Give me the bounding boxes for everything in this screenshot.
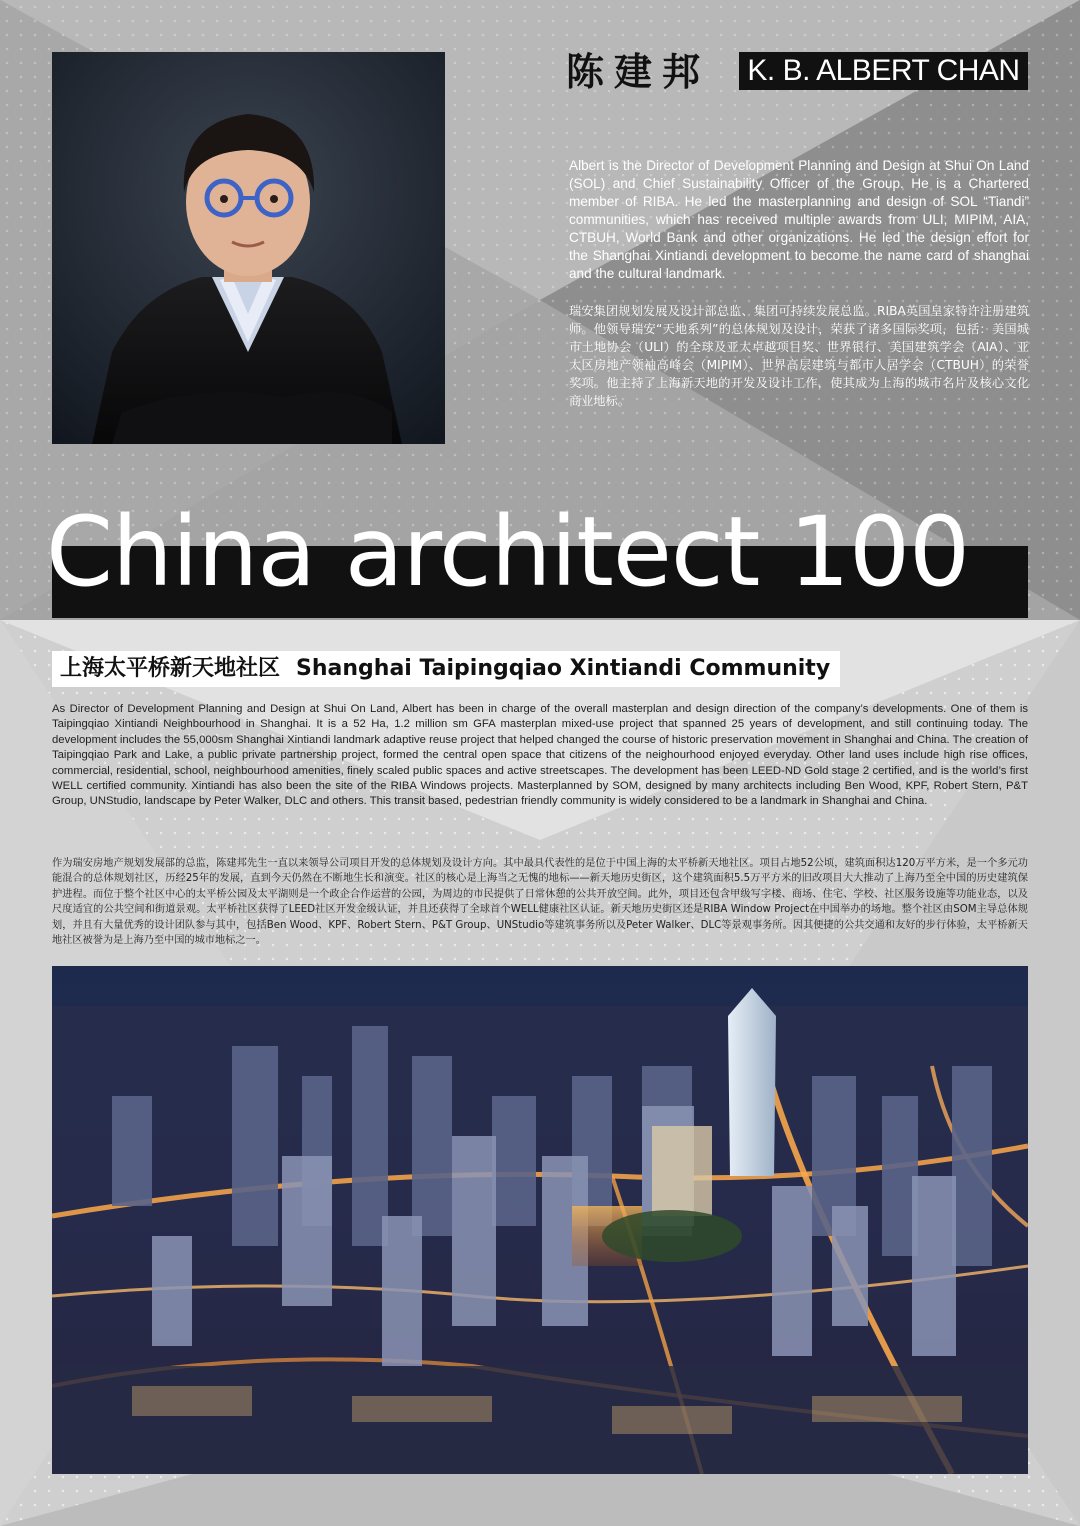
bio-chinese: 瑞安集团规划发展及设计部总监、集团可持续发展总监。RIBA英国皇家特许注册建筑师。他领导瑞安“天地系列”的总体规划及设计，荣获了诸多国际奖项，包括：美国城市土地协会（ULI）的全球及亚太卓越项目奖、世界银行、美国建筑学会（AIA）、亚太区房地产领袖高峰会（MIPIM）、世界高层建筑与都市人居学会（CTBUH）的荣誉奖项。他主持了上海新天地的开发及设计工作，使其成为上海的城市名片及核心文化商业地标。 <box>569 304 1029 408</box>
banner-title: China architect 100 <box>46 496 970 608</box>
city-aerial-photo <box>52 966 1028 1474</box>
portrait-illustration <box>52 52 445 444</box>
name-english: K. B. ALBERT CHAN <box>739 52 1028 90</box>
project-title-en: Shanghai Taipingqiao Xintiandi Community <box>296 656 831 681</box>
city-illustration <box>52 966 1028 1474</box>
project-title <box>52 651 840 687</box>
bio-english: Albert is the Director of Development Planning and Design at Shui On Land (SOL) and Chief Sustainability Officer of the Group. He is a Chartered member of RIBA. He led the masterplanning and design of SOL “Tiandi” communities, which has received multiple awards from ULI, MIPIM, AIA, CTBUH, World Bank and other organizations. He led the design effort for the Shanghai Xintiandi development to become the name card of shanghai and the cultural landmark. <box>569 158 1029 281</box>
project-description-chinese: 作为瑞安房地产规划发展部的总监，陈建邦先生一直以来领导公司项目开发的总体规划及设计方向。其中最具代表性的是位于中国上海的太平桥新天地社区。项目占地52公顷，建筑面积达120万平方米，是一个多元功能混合的总体规划社区，历经25年的发展，直到今天仍然在不断地生长和演变。社区的核心是上海当之无愧的地标——新天地历史街区，这个建筑面积5.5万平方米的旧改项目大大推动了上海乃至全中国的历史建筑保护进程。而位于整个社区中心的太平桥公园及太平湖则是一个政企合作运营的公园，为周边的市民提供了日常休憩的公共开放空间。此外，项目还包含甲级写字楼、商场、住宅、学校、社区服务设施等功能业态，以及尺度适宜的公共空间和街道景观。太平桥社区获得了LEED社区开发金级认证，并且还获得了全球首个WELL健康社区认证。新天地历史街区还是RIBA Window Project在中国举办的场地。整个社区由SOM主导总体规划，并且有大量优秀的设计团队参与其中，包括Ben Wood、KPF、Robert Stern、P&T Group、UNStudio等建筑事务所以及Peter Walker、DLC等景观事务所。因其便捷的公共交通和友好的步行体验，太平桥新天地社区被誉为是上海乃至中国的城市地标之一。 <box>52 858 1028 947</box>
project-title-cn: 上海太平桥新天地社区 <box>60 656 281 681</box>
portrait-photo <box>52 52 445 444</box>
project-description-english: As Director of Development Planning and Design at Shui On Land, Albert has been in charge of the overall masterplan and design direction of the company’s developments. One of them is Taipingqiao Xintiandi Neighbourhood in Shanghai. It is a 52 Ha, 1.2 million sm GFA masterplan mixed-use project that spanned 25 years of development, and still continuing today. The development includes the 55,000sm Shanghai Xintiandi landmark adaptive reuse project that helped changed the course of historic preservation movement in Shanghai and China. The creation of Taipingqiao Park and Lake, a public private partnership project, formed the central open space that citizens of the neighourhood enjoyed everyday. Other land uses include high rise offices, commercial, residential, school, neighbourhood amenities, finely scaled public spaces and active streetscapes. The development has been LEED-ND Gold stage 2 certified, and is the world’s first WELL certified community. Xintiandi has also been the site of the RIBA Windows projects. Masterplanned by SOM, designed by many architects including Ben Wood, KPF, Robert Stern, P&T Group, UNStudio, landscape by Peter Walker, DLC and others. This transit based, pedestrian friendly community is widely considered to be a landmark in Shanghai and China. <box>52 703 1028 808</box>
name-chinese: 陈建邦 <box>566 50 711 94</box>
